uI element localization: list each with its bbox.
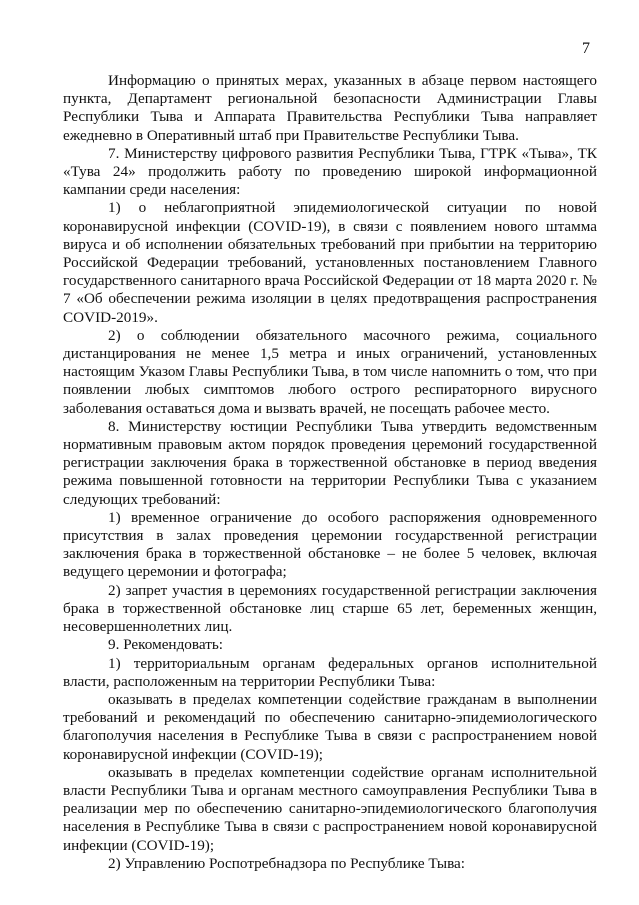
paragraph-item-8-1: 1) временное ограничение до особого распоряжения одновременного присутствия в залах проведения церемонии государственной регистрации заключения брака в торжественной обстановке – не более 5 человек, включая ведущего церемонии и фотографа; [63, 508, 597, 581]
paragraph-item-7-1: 1) о неблагоприятной эпидемиологической ситуации по новой коронавирусной инфекции (COVID-19), в связи с появлением нового штамма вируса и об исполнении обязательных требований при прибытии на территорию Российской Федерации требований, установленных постановлением Главного государственного санитарного врача Российской Федерации от 18 марта 2020 г. № 7 «Об обеспечении режима изоляции в целях предотвращения распространения COVID-2019». [63, 199, 597, 326]
paragraph-item-9: 9. Рекомендовать: [108, 636, 223, 654]
paragraph-item-8: 8. Министерству юстиции Республики Тыва утвердить ведомственным нормативным правовым актом порядок проведения церемоний государственной регистрации заключения брака в торжественной обстановке в период введения режима повышенной готовности на территории Республики Тыва с указанием следующих требований: [63, 417, 597, 508]
paragraph-item-7: 7. Министерству цифрового развития Республики Тыва, ГТРК «Тыва», ТК «Тува 24» продолжить работу по проведению широкой информационной кампании среди населения: [63, 144, 597, 199]
paragraph-item-9-1-b: оказывать в пределах компетенции содействие органам исполнительной власти Республики Тыва и органам местного самоуправления Республики Тыва в реализации мер по обеспечению санитарно-эпидемиологического благополучия населения в Республике Тыва в связи с распространением новой коронавирусной инфекции (COVID-19); [63, 763, 597, 854]
paragraph-item-9-1-a: оказывать в пределах компетенции содействие гражданам в выполнении требований и рекомендаций по обеспечению санитарно-эпидемиологического благополучия населения в Республике Тыва в связи с распространением новой коронавирусной инфекции (COVID-19); [63, 690, 597, 763]
paragraph-info-measures: Информацию о принятых мерах, указанных в абзаце первом настоящего пункта, Департамент региональной безопасности Администрации Главы Республики Тыва и Аппарата Правительства Республики Тыва направляет ежедневно в Оперативный штаб при Правительстве Республики Тыва. [63, 72, 597, 144]
paragraph-item-7-2: 2) о соблюдении обязательного масочного режима, социального дистанцирования не менее 1,5 метра и иных ограничений, установленных настоящим Указом Главы Республики Тыва, в том числе напомнить о том, что при появлении любых симптомов любого острого респираторного вирусного заболевания оставаться дома и вызвать врачей, не посещать рабочее место. [63, 326, 597, 417]
paragraph-item-9-2: 2) Управлению Роспотребнадзора по Республике Тыва: [108, 854, 466, 872]
paragraph-item-9-1: 1) территориальным органам федеральных органов исполнительной власти, расположенным на территории Республики Тыва: [63, 654, 597, 690]
paragraph-item-8-2: 2) запрет участия в церемониях государственной регистрации заключения брака в торжественной обстановке лиц старше 65 лет, беременных женщин, несовершеннолетних лиц. [63, 581, 597, 636]
page-number: 7 [582, 40, 590, 57]
document-body [63, 72, 597, 873]
